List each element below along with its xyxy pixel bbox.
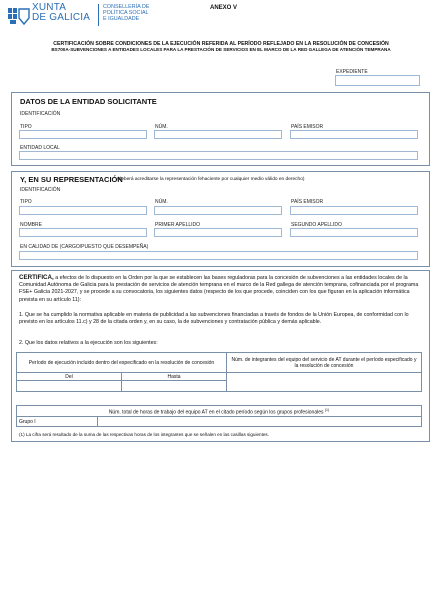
anexo-label: ANEXO V [210, 5, 238, 11]
solicitante-pais-field[interactable] [290, 130, 418, 139]
xunta-logo [32, 3, 90, 23]
doc-title-line1: CERTIFICACIÓN SOBRE CONDICIONES DE LA EJECUCIÓN REFERIDA AL PERÍODO REFLEJADO EN LA RESOLUCIÓN DE CONCESIÓN [53, 41, 389, 47]
expediente-label: EXPEDIENTE [336, 69, 368, 75]
representacion-apellido1-field[interactable] [154, 228, 282, 237]
ejecucion-table [16, 352, 422, 392]
certifica-item2: 2. Que los datos relativos a la ejecución son los siguientes: [19, 340, 158, 346]
certifica-text: a efectos de lo dispuesto en la Orden por la que se establecen las bases reguladoras para la concesión de subvenciones a las entidades locales de la Comunidad Autónoma de Galicia para la prestación de servicios de atención temprana en el marco de la Red gallega de atención temprana, cofinanciada por el programa FSE+ Galicia 2021-2027, y se procede a su convocatoria, los siguientes datos (respecto de los que procede, coinciden con los que figuran en la aplicación informática prevista en su artículo 11): [19, 275, 419, 303]
representacion-tipo-label: TIPO [20, 199, 32, 205]
logo-divider [98, 4, 99, 26]
representacion-pais-field[interactable] [290, 206, 418, 215]
solicitante-entidad-label: ENTIDAD LOCAL [20, 145, 60, 151]
xunta-shield-icon [7, 6, 31, 26]
logo-line1: XUNTA [32, 2, 67, 13]
solicitante-heading: DATOS DE LA ENTIDAD SOLICITANTE [20, 97, 157, 106]
logo-line2: DE GALICIA [32, 12, 91, 23]
representacion-tipo-field[interactable] [19, 206, 147, 215]
solicitante-identificacion: IDENTIFICACIÓN [20, 111, 61, 117]
ejecucion-del-cell[interactable] [17, 381, 122, 392]
certifica-item1: 1. Que se ha cumplido la normativa aplicable en materia de publicidad a las subvenciones financiadas a través de fondos de la Unión Europea, de conformidad con lo previsto en los artículos 11.c) y 28 de la citada orden y, en su caso, la de subvenciones y contratación pública y demás aplicable. [19, 312, 409, 326]
representacion-num-field[interactable] [154, 206, 282, 215]
representacion-heading: Y, EN SU REPRESENTACIÓN [20, 175, 123, 184]
solicitante-entidad-field[interactable] [19, 151, 418, 160]
horas-header [17, 406, 422, 417]
representacion-apellido1-label: PRIMER APELLIDO [155, 222, 201, 228]
representacion-note: (deberá acreditarse la representación fehaciente por cualquier medio válido en derecho) [117, 177, 305, 182]
solicitante-num-label: NÚM. [155, 124, 168, 130]
horas-table [16, 405, 422, 427]
ejecucion-del-header: Del [17, 373, 122, 381]
ejecucion-col1-header: Período de ejecución incluido dentro del especificado en la resolución de concesión [17, 353, 227, 373]
footnote-text: (1) La cifra será resultado de la suma de las respectivas horas de los integrantes que se señalen en las casillas siguientes. [19, 432, 269, 437]
representacion-identificacion: IDENTIFICACIÓN [20, 187, 61, 193]
ejecucion-integrantes-cell[interactable] [227, 373, 422, 392]
representacion-nombre-field[interactable] [19, 228, 147, 237]
horas-footnote-mark: (1) [324, 407, 330, 412]
solicitante-pais-label: PAÍS EMISOR [291, 124, 324, 130]
solicitante-tipo-label: TIPO [20, 124, 32, 130]
representacion-apellido2-label: SEGUNDO APELLIDO [291, 222, 342, 228]
representacion-nombre-label: NOMBRE [20, 222, 42, 228]
horas-header-text: Núm. total de horas de trabajo del equipo AT en el citado período según los grupos profesionales [108, 409, 324, 416]
horas-grupo1-cell[interactable] [98, 417, 422, 427]
cons-line2: POLÍTICA SOCIAL [103, 10, 149, 16]
solicitante-tipo-field[interactable] [19, 130, 147, 139]
expediente-field[interactable] [335, 75, 420, 86]
conselleria-name [103, 4, 149, 22]
certifica-paragraph [19, 274, 423, 304]
representacion-num-label: NÚM. [155, 199, 168, 205]
horas-grupo1-label: Grupo I [17, 417, 98, 427]
ejecucion-col2-header: Núm. de integrantes del equipo del servicio de AT durante el período especificado y la resolución de concesión [227, 353, 422, 373]
representacion-calidad-label: EN CALIDAD DE (CARGO/PUESTO QUE DESEMPEÑA) [20, 244, 149, 250]
ejecucion-hasta-cell[interactable] [122, 381, 227, 392]
cons-line3: E IGUALDADE [103, 16, 140, 22]
representacion-calidad-field[interactable] [19, 251, 418, 260]
solicitante-num-field[interactable] [154, 130, 282, 139]
representacion-apellido2-field[interactable] [290, 228, 418, 237]
certifica-word: CERTIFICA, [19, 274, 54, 281]
doc-title-line2: BS700A-SUBVENCIONES A ENTIDADES LOCALES PARA LA PRESTACIÓN DE SERVICIOS EN EL MARCO DE LA RED GALLEGA DE ATENCIÓN TEMPRANA [51, 47, 391, 52]
representacion-pais-label: PAÍS EMISOR [291, 199, 324, 205]
ejecucion-hasta-header: Hasta [122, 373, 227, 381]
cons-line1: CONSELLERÍA DE [103, 4, 150, 10]
